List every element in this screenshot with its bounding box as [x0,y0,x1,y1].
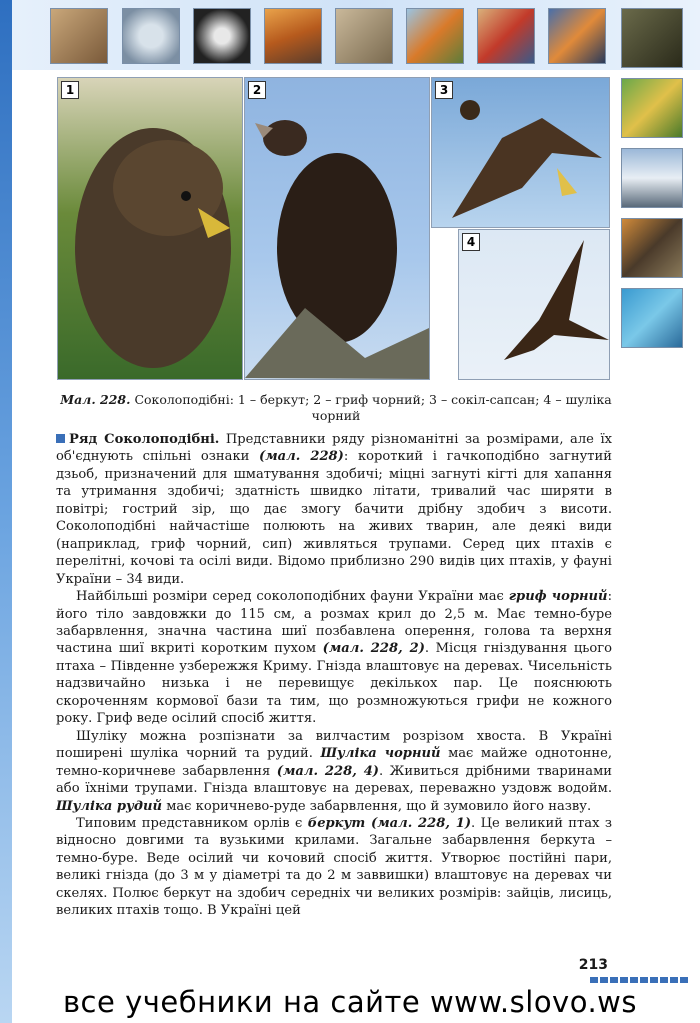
thumb-frog-image [621,8,683,68]
text-run: Типовим представником орлів є [76,815,308,831]
page-decor-dots [590,977,688,983]
term: беркут [307,815,366,831]
photo-black-kite [458,229,610,380]
photo-peregrine-falcon [431,77,610,228]
thumb-protozoa-image [122,8,180,64]
text-run: . Це великий птах з відносно довгими та вузькими крилами. Загальне забарвлення беркута – темно-буре. Веде осілий чи кочовий спосіб життя. Утворює постійні пари, великі гнізда (до 3 м у діаметрі та до 2 м заввишки) влаштовує на деревах чи скелях. Полює беркут на здобич середніх чи великих розмірів: зайців, лисиць, великих птахів тощо. В Україні цей [56,815,612,919]
thumb-butterfly-image [406,8,464,64]
text-run: має майже однотонне, темно-коричневе забарвлення [56,746,612,779]
section-bullet-icon [56,434,65,443]
thumb-worm-image [335,8,393,64]
text-run: Шуліку можна розпізнати за вилчастим розрізом хвоста. В Україні поширені шуліка чорний та рудий. [56,728,612,762]
photo-number: 1 [61,81,79,99]
text-run: . Живиться дрібними тваринами або їхніми трупами. Гнізда влаштовує на деревах, переважно уздовж водойм. [56,763,612,797]
thumb-tiger-image [621,218,683,278]
caption-text: Соколоподібні: 1 – беркут; 2 – гриф чорний; 3 – сокіл-сапсан; 4 – шуліка чорний [130,392,612,423]
figure-reference: (мал. 228, 1) [365,815,472,831]
text-run: . Місця гніздування цього птаха – Південне узбережжя Криму. Гнізда влаштовує на деревах. Чисельність надзвичайно низька і не перевищує декількох пар. Це пояснюють скороченням кормової бази та тим, що розмножуються грифи не кожного року. Гриф веде осілий спосіб життя. [56,641,612,727]
left-decor-bar [0,0,12,1023]
figure-reference: (мал. 228) [259,449,344,465]
section-title: Ряд Соколоподібні. [69,432,220,447]
text-run: : короткий і гачкоподібно загнутий дзьоб, призначений для шматування здобичі; міцні загнуті кігті для хапання та утримання здобичі; здатність швидко літати, тривалий час ширяти в повітрі; гострий зір, що дає змогу бачити дрібну здобич з висоти. Соколоподібні найчастіше полюють на живих тварин, але деякі види (наприклад, гриф чорний, сип) живляться трупами. Серед цих птахів є перелітні, кочові та осілі види. Відомо приблизно 290 видів цих птахів, у фауні України – 34 види. [56,449,612,587]
thumb-hamster-image [50,8,108,64]
photo-number: 3 [435,81,453,99]
term: Шуліка чорний [320,746,441,762]
page-number: 213 [578,957,608,973]
photo-number: 2 [248,81,266,99]
thumb-gull-image [621,148,683,208]
thumb-sponge-image [264,8,322,64]
paragraph-golden-eagle [56,815,612,920]
term: гриф чорний [508,589,608,605]
text-run: Найбільші розміри серед соколоподібних фауни України має [76,589,509,605]
thumb-coral-image [477,8,535,64]
text-run: : його тіло завдовжки до 115 см, а розмах крил до 2,5 м. Має темно-буре забарвлення, значна частина шиї позбавлена оперення, голова та верхня частина шиї вкриті коротким пухом [56,589,612,657]
photo-golden-eagle [57,77,243,380]
term: Шуліка рудий [56,798,163,814]
thumb-radiolaria-image [193,8,251,64]
body-text [56,431,612,920]
thumb-snake-image [621,78,683,138]
paragraph-black-vulture [56,588,612,728]
text-run: Представники ряду різноманітні за розмірами, але їх об'єднують спільні ознаки [56,432,613,465]
thumb-fish-image [548,8,606,64]
figure-reference: (мал. 228, 4) [276,763,380,779]
paragraph-order-falconiformes [56,431,612,588]
paragraph-kites [56,728,612,815]
footer-watermark-text: все учебники на сайте www.slovo.ws [62,985,638,1019]
photo-number: 4 [462,233,480,251]
text-run: має коричнево-руде забарвлення, що й зумовило його назву. [162,798,592,814]
figure-caption [60,392,612,424]
caption-label: Мал. 228. [60,392,131,407]
thumb-dolphin-image [621,288,683,348]
figure-reference: (мал. 228, 2) [322,641,425,657]
photo-black-vulture [244,77,430,380]
